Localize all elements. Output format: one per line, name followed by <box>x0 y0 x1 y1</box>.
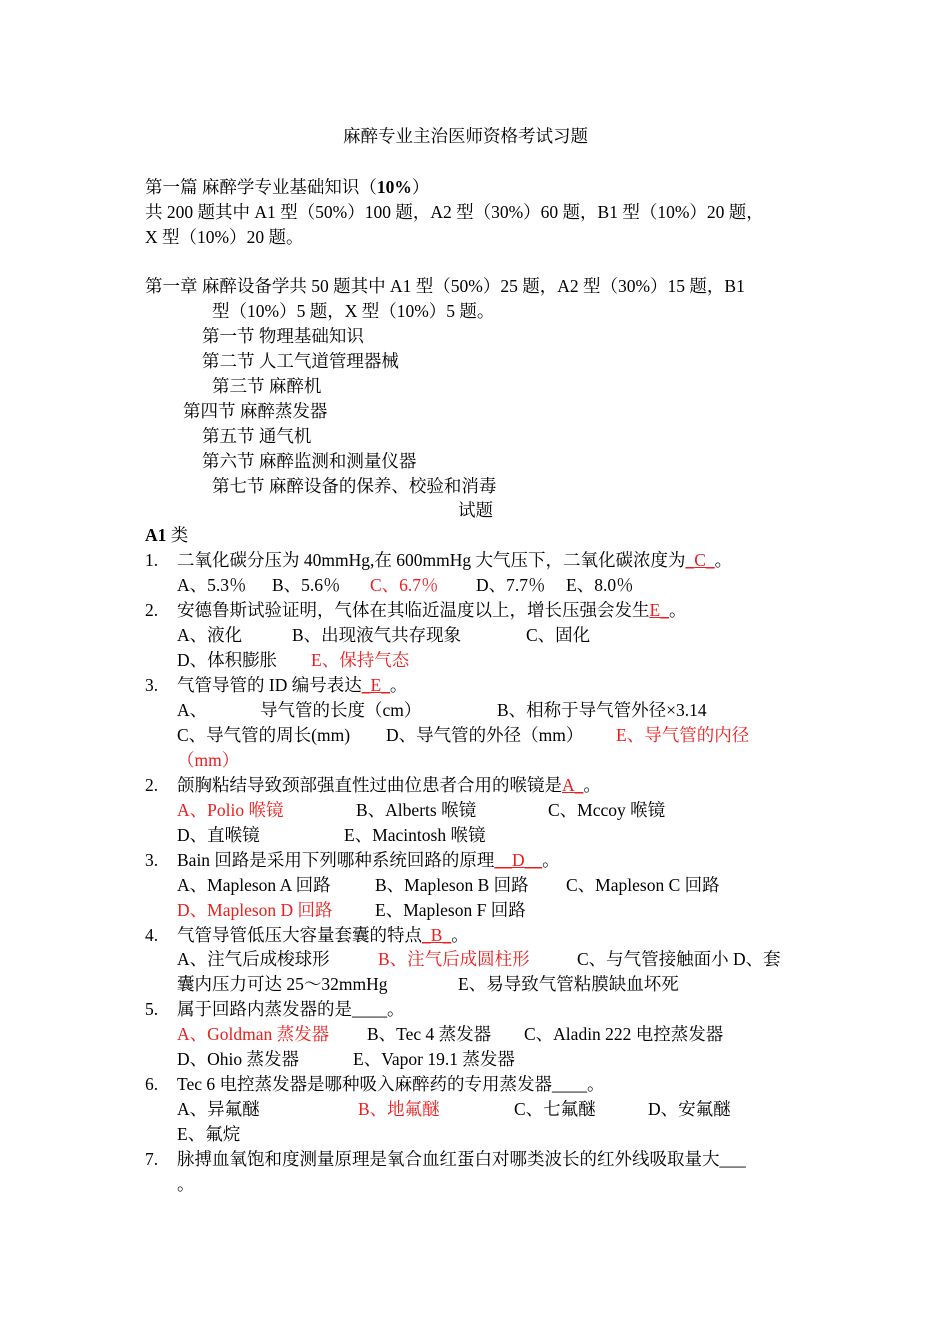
question-answer: _B_ <box>422 925 452 945</box>
option-b: B、Tec 4 蒸发器 <box>367 1024 492 1044</box>
option-c: C、Mccoy 喉镜 <box>548 800 666 820</box>
option-b: B、5.6％ <box>272 575 341 595</box>
option-a: A、Mapleson A 回路 <box>177 875 331 895</box>
question-number: 2. <box>145 600 159 620</box>
option-a: A、注气后成梭球形 <box>177 949 330 969</box>
section-item: 第三节 麻醉机 <box>212 376 322 396</box>
question-number: 2. <box>145 775 159 795</box>
question-number: 4. <box>145 925 159 945</box>
option-e-answer: E、导气管的内径 <box>616 725 750 745</box>
option-a-text: 导气管的长度（cm） <box>260 700 422 720</box>
option-b: B、Alberts 喉镜 <box>356 800 477 820</box>
option-b-answer: B、注气后成圆柱形 <box>378 949 530 969</box>
option-e: E、Vapor 19.1 蒸发器 <box>353 1049 515 1069</box>
question-stem: 气管导管低压大容量套囊的特点_B_。 <box>177 925 469 945</box>
option-a: A、异氟醚 <box>177 1099 260 1119</box>
section-item: 第一节 物理基础知识 <box>202 326 364 346</box>
question-number: 5. <box>145 999 159 1019</box>
question-blank: ___ <box>719 1149 746 1169</box>
part-heading-percent: 10% <box>376 177 412 197</box>
part-heading <box>145 175 429 199</box>
option-b-answer: B、地氟醚 <box>358 1099 440 1119</box>
option-a: A、 <box>177 700 208 720</box>
option-c: C、七氟醚 <box>514 1099 596 1119</box>
question-stem: 颌胸粘结导致颈部强直性过曲位患者合用的喉镜是A_。 <box>177 775 601 795</box>
option-e: E、氟烷 <box>177 1124 241 1144</box>
question-stem-text: 二氧化碳分压为 40mmHg,在 600mmHg 大气压下，二氧化碳浓度为 <box>177 550 686 570</box>
option-c: C、与气管接触面小 D、套 <box>577 949 781 969</box>
option-c-answer: C、6.7％ <box>370 575 439 595</box>
section-item: 第五节 通气机 <box>202 426 312 446</box>
option-d: D、Ohio 蒸发器 <box>177 1049 300 1069</box>
question-stem: Tec 6 电控蒸发器是哪种吸入麻醉药的专用蒸发器____。 <box>177 1074 605 1094</box>
question-answer: E_ <box>649 600 669 620</box>
question-number: 3. <box>145 850 159 870</box>
exercises-heading: 试题 <box>458 500 493 520</box>
section-item: 第四节 麻醉蒸发器 <box>183 401 328 421</box>
option-d: D、体积膨胀 <box>177 650 278 670</box>
part-desc-line1: 共 200 题其中 A1 型（50%）100 题，A2 型（30%）60 题，B1 型（10%）20 题， <box>145 202 764 222</box>
chapter-line2: 型（10%）5 题，X 型（10%）5 题。 <box>212 301 495 321</box>
option-e: E、8.0％ <box>566 575 634 595</box>
question-stem: Bain 回路是采用下列哪种系统回路的原理__D__。 <box>177 850 560 870</box>
question-answer: A_ <box>562 775 584 795</box>
option-a-answer: A、Goldman 蒸发器 <box>177 1024 330 1044</box>
question-stem-end: 。 <box>177 1174 195 1194</box>
option-a-answer: A、Polio 喉镜 <box>177 800 284 820</box>
option-d: D、直喉镜 <box>177 825 260 845</box>
question-answer: _E_ <box>361 675 390 695</box>
option-a: A、液化 <box>177 625 243 645</box>
part-desc-line2: X 型（10%）20 题。 <box>145 227 304 247</box>
question-answer: __D__ <box>494 850 543 870</box>
option-c: C、Mapleson C 回路 <box>566 875 720 895</box>
option-e: E、Macintosh 喉镜 <box>344 825 486 845</box>
question-stem: 脉搏血氧饱和度测量原理是氧合血红蛋白对哪类波长的红外线吸取量大___ <box>177 1149 746 1169</box>
section-item: 第七节 麻醉设备的保养、校验和消毒 <box>212 476 497 496</box>
question-number: 3. <box>145 675 159 695</box>
chapter-line1: 第一章 麻醉设备学共 50 题其中 A1 型（50%）25 题，A2 型（30%）15 题，B1 <box>145 276 745 296</box>
question-stem: 安德鲁斯试验证明，气体在其临近温度以上，增长压强会发生E_。 <box>177 600 687 620</box>
option-e: E、易导致气管粘膜缺血坏死 <box>458 974 679 994</box>
option-b: B、出现液气共存现象 <box>292 625 462 645</box>
option-c: C、固化 <box>526 625 591 645</box>
question-number: 7. <box>145 1149 159 1169</box>
section-item: 第二节 人工气道管理器械 <box>202 351 399 371</box>
question-blank: ____ <box>552 1074 588 1094</box>
question-answer: _C_ <box>685 550 715 570</box>
page-title: 麻醉专业主治医师资格考试习题 <box>343 126 588 146</box>
option-d: D、导气管的外径（mm） <box>386 725 584 745</box>
question-stem: 气管导管的 ID 编号表达_E_。 <box>177 675 408 695</box>
option-d: D、安氟醚 <box>648 1099 731 1119</box>
part-heading-suffix: ） <box>411 177 430 197</box>
option-c-cont: 囊内压力可达 25～32mmHg <box>177 974 388 994</box>
section-item: 第六节 麻醉监测和测量仪器 <box>202 451 417 471</box>
a1-label-rest: 类 <box>166 525 189 545</box>
option-a: A、5.3％ <box>177 575 247 595</box>
option-b: B、Mapleson B 回路 <box>375 875 529 895</box>
option-d: D、7.7％ <box>476 575 546 595</box>
option-c: C、导气管的周长(mm) <box>177 725 351 745</box>
option-b: B、相称于导气管外径×3.14 <box>497 700 707 720</box>
option-e-answer: E、保持气态 <box>311 650 410 670</box>
a1-label-bold: A1 <box>145 525 167 545</box>
part-heading-prefix: 第一篇 麻醉学专业基础知识（ <box>145 177 377 197</box>
option-d-answer: D、Mapleson D 回路 <box>177 900 333 920</box>
question-stem: 属于回路内蒸发器的是____。 <box>177 999 405 1019</box>
question-stem: 二氧化碳分压为 40mmHg,在 600mmHg 大气压下，二氧化碳浓度为_C_。 <box>177 550 733 570</box>
option-e-answer-cont: （mm） <box>177 750 240 770</box>
question-number: 6. <box>145 1074 159 1094</box>
option-c: C、Aladin 222 电控蒸发器 <box>524 1024 724 1044</box>
a1-label <box>145 523 188 547</box>
question-blank: ____ <box>352 999 387 1019</box>
option-e: E、Mapleson F 回路 <box>375 900 526 920</box>
question-number: 1. <box>145 550 159 570</box>
